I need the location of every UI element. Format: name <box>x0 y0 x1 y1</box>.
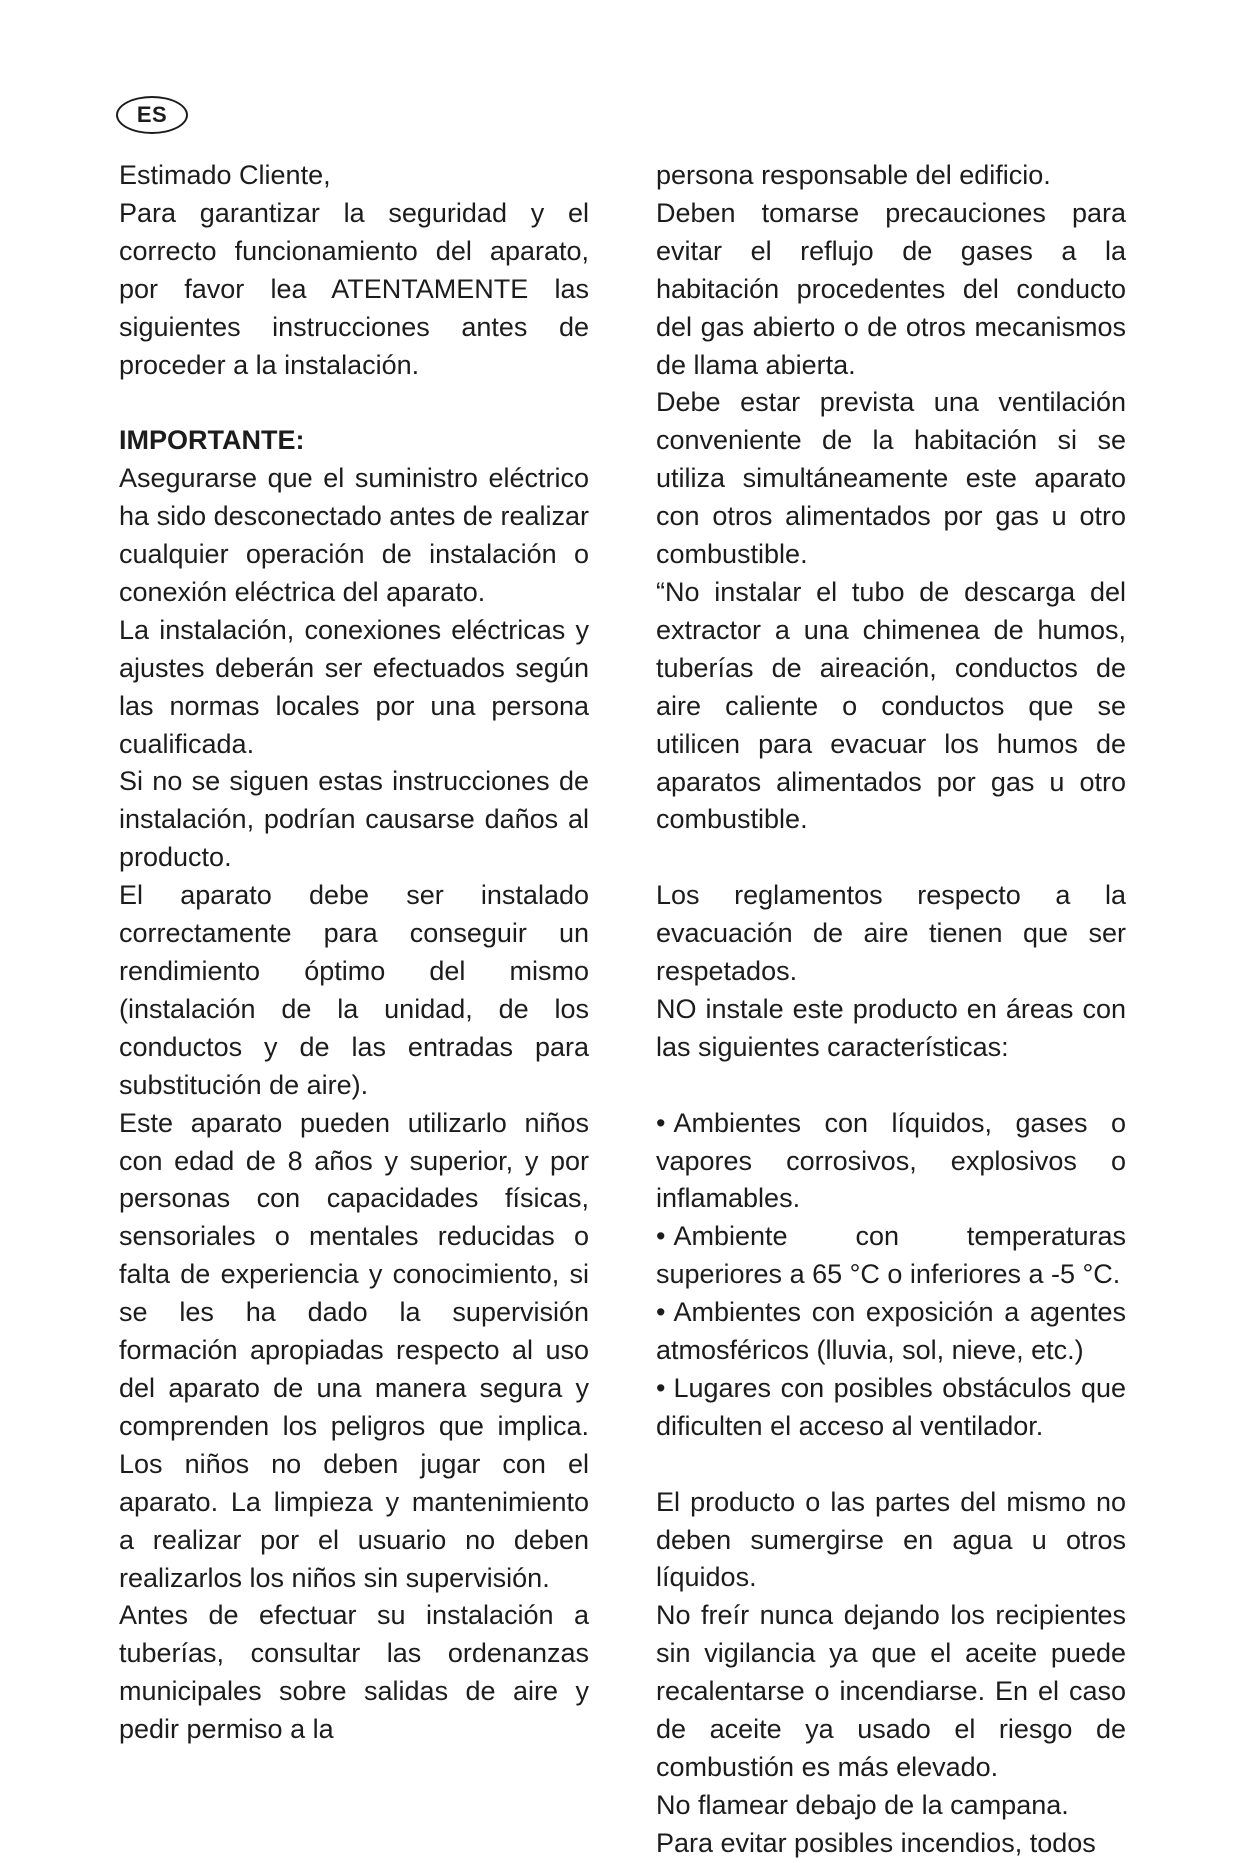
paragraph-children-usage: Este aparato pueden utilizarlo niños con edad de 8 años y superior, y por personas con capacidades físicas, sensoriales o mentales reducidas o falta de experiencia y conocimiento, si se les ha dado la supervisión formación apropiadas respecto al uso del aparato de una manera segura y comprenden los peligros que implica. Los niños no deben jugar con el aparato. La limpieza y mantenimiento a realizar por el usuario no deben realizarlos los niños sin supervisión. <box>119 1107 589 1593</box>
paragraph-no-submerge: El producto o las partes del mismo no deben sumergirse en agua u otros líquidos. <box>656 1486 1126 1593</box>
intro-paragraph: Para garantizar la seguridad y el correcto funcionamiento del aparato, por favor lea ATENTAMENTE las siguientes instrucciones antes de proceder a la instalación. <box>119 197 589 380</box>
paragraph-qualified-installer: La instalación, conexiones eléctricas y ajustes deberán ser efectuados según las normas locales por una persona cualificada. <box>119 614 589 759</box>
bullet-item: • Ambiente con temperaturas superiores a 65 °C o inferiores a -5 °C. <box>656 1218 1126 1294</box>
bullet-item: • Lugares con posibles obstáculos que dificulten el acceso al ventilador. <box>656 1370 1126 1446</box>
paragraph-area-restrictions: NO instale este producto en áreas con las siguientes características: <box>656 993 1126 1062</box>
bullet-item: • Ambientes con exposición a agentes atmosféricos (lluvia, sol, nieve, etc.) <box>656 1294 1126 1370</box>
greeting: Estimado Cliente, <box>119 160 331 190</box>
paragraph-fire-prevention: Para evitar posibles incendios, todos <box>656 1827 1096 1858</box>
right-column <box>656 157 1126 1863</box>
paragraph-gas-backflow: Deben tomarse precauciones para evitar el reflujo de gases a la habitación procedentes del conducto del gas abierto o de otros mecanismos de llama abierta. <box>656 197 1126 380</box>
paragraph-building-manager: persona responsable del edificio. <box>656 160 1051 190</box>
language-badge: ES <box>116 96 188 134</box>
paragraph-power-disconnect: Asegurarse que el suministro eléctrico ha sido desconectado antes de realizar cualquier operación de instalación o conexión eléctrica del aparato. <box>119 463 589 607</box>
paragraph-frying-warning: No freír nunca dejando los recipientes sin vigilancia ya que el aceite puede recalentarse o incendiarse. En el caso de aceite ya usado el riesgo de combustión es más elevado. <box>656 1600 1126 1783</box>
paragraph-damage-warning: Si no se siguen estas instrucciones de instalación, podrían causarse daños al producto. <box>119 766 589 873</box>
paragraph-exhaust-pipe: “No instalar el tubo de descarga del extractor a una chimenea de humos, tuberías de aireación, conductos de aire caliente o conductos que se utilicen para evacuar los humos de aparatos alimentados por gas u otro combustible. <box>656 576 1126 835</box>
left-column <box>119 157 589 1749</box>
important-heading: IMPORTANTE: <box>119 425 305 456</box>
paragraph-ventilation: Debe estar prevista una ventilación conveniente de la habitación si se utiliza simultáneamente este aparato con otros alimentados por gas u otro combustible. <box>656 387 1126 570</box>
paragraph-correct-installation: El aparato debe ser instalado correctamente para conseguir un rendimiento óptimo del mismo (instalación de la unidad, de los conductos y de las entradas para substitución de aire). <box>119 880 589 1100</box>
paragraph-air-regulations: Los reglamentos respecto a la evacuación de aire tienen que ser respetados. <box>656 880 1126 987</box>
bullet-item: • Ambientes con líquidos, gases o vapores corrosivos, explosivos o inflamables. <box>656 1105 1126 1219</box>
paragraph-municipal-regulations: Antes de efectuar su instalación a tuberías, consultar las ordenanzas municipales sobre salidas de aire y pedir permiso a la <box>119 1600 589 1745</box>
paragraph-no-flambe: No flamear debajo de la campana. <box>656 1789 1069 1820</box>
